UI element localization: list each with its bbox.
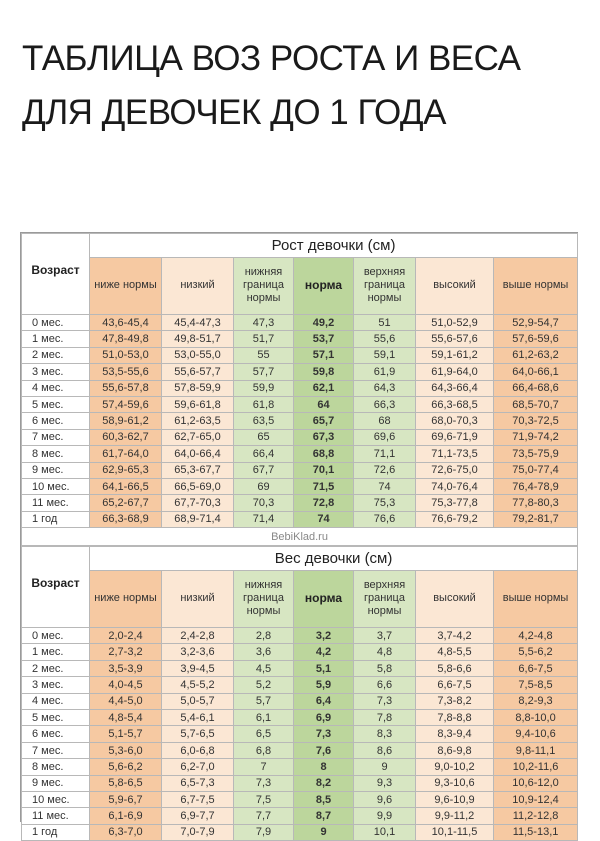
cell-below-normal: 66,3-68,9 bbox=[90, 511, 162, 527]
cell-age: 0 мес. bbox=[22, 315, 90, 331]
cell-low: 4,5-5,2 bbox=[162, 677, 234, 693]
header-above-normal: выше нормы bbox=[494, 257, 578, 314]
cell-lower-bound: 57,7 bbox=[234, 364, 294, 380]
cell-above-normal: 66,4-68,6 bbox=[494, 380, 578, 396]
cell-lower-bound: 7,9 bbox=[234, 824, 294, 840]
cell-below-normal: 57,4-59,6 bbox=[90, 396, 162, 412]
cell-low: 6,0-6,8 bbox=[162, 742, 234, 758]
cell-upper-bound: 51 bbox=[354, 315, 416, 331]
cell-lower-bound: 70,3 bbox=[234, 495, 294, 511]
header-age: Возраст bbox=[22, 547, 90, 628]
cell-high: 10,1-11,5 bbox=[416, 824, 494, 840]
cell-low: 68,9-71,4 bbox=[162, 511, 234, 527]
table-row bbox=[22, 726, 578, 742]
table-row bbox=[22, 429, 578, 445]
cell-lower-bound: 6,5 bbox=[234, 726, 294, 742]
header-high: высокий bbox=[416, 570, 494, 627]
cell-below-normal: 61,7-64,0 bbox=[90, 446, 162, 462]
cell-high: 71,1-73,5 bbox=[416, 446, 494, 462]
cell-high: 9,6-10,9 bbox=[416, 791, 494, 807]
cell-age: 1 год bbox=[22, 824, 90, 840]
cell-above-normal: 8,2-9,3 bbox=[494, 693, 578, 709]
table-caption: Рост девочки (см) bbox=[90, 234, 578, 258]
cell-low: 49,8-51,7 bbox=[162, 331, 234, 347]
cell-normal: 67,3 bbox=[294, 429, 354, 445]
cell-high: 5,8-6,6 bbox=[416, 660, 494, 676]
cell-upper-bound: 7,3 bbox=[354, 693, 416, 709]
cell-age: 7 мес. bbox=[22, 742, 90, 758]
cell-upper-bound: 71,1 bbox=[354, 446, 416, 462]
cell-age: 9 мес. bbox=[22, 775, 90, 791]
header-below-normal: ниже нормы bbox=[90, 257, 162, 314]
cell-normal: 8,7 bbox=[294, 808, 354, 824]
header-lower-bound: нижняя граница нормы bbox=[234, 257, 294, 314]
cell-lower-bound: 65 bbox=[234, 429, 294, 445]
cell-normal: 53,7 bbox=[294, 331, 354, 347]
cell-age: 3 мес. bbox=[22, 364, 90, 380]
cell-above-normal: 10,6-12,0 bbox=[494, 775, 578, 791]
weight-table bbox=[21, 546, 578, 841]
table-row bbox=[22, 775, 578, 791]
cell-lower-bound: 7,5 bbox=[234, 791, 294, 807]
cell-normal: 72,8 bbox=[294, 495, 354, 511]
cell-low: 3,9-4,5 bbox=[162, 660, 234, 676]
cell-upper-bound: 3,7 bbox=[354, 628, 416, 644]
cell-upper-bound: 72,6 bbox=[354, 462, 416, 478]
header-upper-bound: верхняя граница нормы bbox=[354, 570, 416, 627]
cell-high: 72,6-75,0 bbox=[416, 462, 494, 478]
cell-above-normal: 71,9-74,2 bbox=[494, 429, 578, 445]
cell-upper-bound: 8,3 bbox=[354, 726, 416, 742]
cell-low: 6,5-7,3 bbox=[162, 775, 234, 791]
cell-high: 64,3-66,4 bbox=[416, 380, 494, 396]
page-title: ТАБЛИЦА ВОЗ РОСТА И ВЕСА ДЛЯ ДЕВОЧЕК ДО 1 ГОДА bbox=[22, 39, 521, 132]
growth-weight-table bbox=[20, 232, 578, 839]
cell-high: 69,6-71,9 bbox=[416, 429, 494, 445]
cell-above-normal: 57,6-59,6 bbox=[494, 331, 578, 347]
header-below-normal: ниже нормы bbox=[90, 570, 162, 627]
cell-low: 5,7-6,5 bbox=[162, 726, 234, 742]
cell-age: 4 мес. bbox=[22, 380, 90, 396]
cell-below-normal: 65,2-67,7 bbox=[90, 495, 162, 511]
header-low: низкий bbox=[162, 570, 234, 627]
cell-above-normal: 10,2-11,6 bbox=[494, 759, 578, 775]
table-row bbox=[22, 791, 578, 807]
cell-lower-bound: 5,7 bbox=[234, 693, 294, 709]
cell-upper-bound: 74 bbox=[354, 478, 416, 494]
cell-low: 6,7-7,5 bbox=[162, 791, 234, 807]
cell-below-normal: 6,3-7,0 bbox=[90, 824, 162, 840]
cell-high: 8,6-9,8 bbox=[416, 742, 494, 758]
cell-age: 6 мес. bbox=[22, 413, 90, 429]
cell-high: 74,0-76,4 bbox=[416, 478, 494, 494]
table-row bbox=[22, 742, 578, 758]
cell-upper-bound: 64,3 bbox=[354, 380, 416, 396]
cell-upper-bound: 9,6 bbox=[354, 791, 416, 807]
cell-age: 5 мес. bbox=[22, 396, 90, 412]
cell-normal: 5,9 bbox=[294, 677, 354, 693]
cell-normal: 7,6 bbox=[294, 742, 354, 758]
cell-age: 2 мес. bbox=[22, 347, 90, 363]
cell-upper-bound: 9,3 bbox=[354, 775, 416, 791]
cell-below-normal: 5,9-6,7 bbox=[90, 791, 162, 807]
cell-upper-bound: 7,8 bbox=[354, 710, 416, 726]
cell-low: 59,6-61,8 bbox=[162, 396, 234, 412]
cell-below-normal: 5,8-6,5 bbox=[90, 775, 162, 791]
cell-normal: 62,1 bbox=[294, 380, 354, 396]
cell-age: 1 мес. bbox=[22, 644, 90, 660]
cell-lower-bound: 66,4 bbox=[234, 446, 294, 462]
cell-low: 65,3-67,7 bbox=[162, 462, 234, 478]
cell-age: 1 мес. bbox=[22, 331, 90, 347]
cell-normal: 65,7 bbox=[294, 413, 354, 429]
cell-upper-bound: 9 bbox=[354, 759, 416, 775]
table-row bbox=[22, 710, 578, 726]
table-caption: Вес девочки (см) bbox=[90, 547, 578, 571]
table-row bbox=[22, 315, 578, 331]
cell-age: 10 мес. bbox=[22, 791, 90, 807]
table-row bbox=[22, 364, 578, 380]
header-high: высокий bbox=[416, 257, 494, 314]
cell-above-normal: 77,8-80,3 bbox=[494, 495, 578, 511]
cell-above-normal: 11,5-13,1 bbox=[494, 824, 578, 840]
cell-upper-bound: 59,1 bbox=[354, 347, 416, 363]
table-row bbox=[22, 462, 578, 478]
cell-below-normal: 5,3-6,0 bbox=[90, 742, 162, 758]
cell-below-normal: 3,5-3,9 bbox=[90, 660, 162, 676]
cell-below-normal: 47,8-49,8 bbox=[90, 331, 162, 347]
cell-low: 66,5-69,0 bbox=[162, 478, 234, 494]
cell-normal: 6,4 bbox=[294, 693, 354, 709]
cell-low: 2,4-2,8 bbox=[162, 628, 234, 644]
cell-high: 59,1-61,2 bbox=[416, 347, 494, 363]
header-row bbox=[22, 257, 578, 314]
cell-lower-bound: 7,3 bbox=[234, 775, 294, 791]
cell-below-normal: 4,8-5,4 bbox=[90, 710, 162, 726]
cell-upper-bound: 75,3 bbox=[354, 495, 416, 511]
cell-upper-bound: 4,8 bbox=[354, 644, 416, 660]
cell-above-normal: 4,2-4,8 bbox=[494, 628, 578, 644]
cell-above-normal: 5,5-6,2 bbox=[494, 644, 578, 660]
cell-below-normal: 43,6-45,4 bbox=[90, 315, 162, 331]
header-upper-bound: верхняя граница нормы bbox=[354, 257, 416, 314]
cell-low: 64,0-66,4 bbox=[162, 446, 234, 462]
cell-low: 53,0-55,0 bbox=[162, 347, 234, 363]
cell-below-normal: 62,9-65,3 bbox=[90, 462, 162, 478]
cell-above-normal: 8,8-10,0 bbox=[494, 710, 578, 726]
cell-normal: 8,2 bbox=[294, 775, 354, 791]
header-row bbox=[22, 570, 578, 627]
cell-high: 7,8-8,8 bbox=[416, 710, 494, 726]
cell-below-normal: 55,6-57,8 bbox=[90, 380, 162, 396]
watermark: BebiKlad.ru bbox=[22, 528, 578, 546]
cell-lower-bound: 4,5 bbox=[234, 660, 294, 676]
cell-above-normal: 79,2-81,7 bbox=[494, 511, 578, 527]
cell-upper-bound: 8,6 bbox=[354, 742, 416, 758]
table-row bbox=[22, 759, 578, 775]
cell-below-normal: 60,3-62,7 bbox=[90, 429, 162, 445]
cell-lower-bound: 69 bbox=[234, 478, 294, 494]
cell-age: 4 мес. bbox=[22, 693, 90, 709]
cell-low: 6,9-7,7 bbox=[162, 808, 234, 824]
cell-low: 5,4-6,1 bbox=[162, 710, 234, 726]
table-row bbox=[22, 495, 578, 511]
header-normal: норма bbox=[294, 570, 354, 627]
cell-above-normal: 73,5-75,9 bbox=[494, 446, 578, 462]
cell-lower-bound: 63,5 bbox=[234, 413, 294, 429]
cell-upper-bound: 61,9 bbox=[354, 364, 416, 380]
cell-age: 9 мес. bbox=[22, 462, 90, 478]
cell-above-normal: 52,9-54,7 bbox=[494, 315, 578, 331]
cell-low: 5,0-5,7 bbox=[162, 693, 234, 709]
cell-low: 62,7-65,0 bbox=[162, 429, 234, 445]
cell-below-normal: 53,5-55,6 bbox=[90, 364, 162, 380]
cell-normal: 9 bbox=[294, 824, 354, 840]
table-row bbox=[22, 478, 578, 494]
cell-lower-bound: 59,9 bbox=[234, 380, 294, 396]
cell-normal: 71,5 bbox=[294, 478, 354, 494]
cell-lower-bound: 51,7 bbox=[234, 331, 294, 347]
cell-low: 67,7-70,3 bbox=[162, 495, 234, 511]
cell-high: 68,0-70,3 bbox=[416, 413, 494, 429]
cell-high: 8,3-9,4 bbox=[416, 726, 494, 742]
cell-high: 61,9-64,0 bbox=[416, 364, 494, 380]
cell-low: 7,0-7,9 bbox=[162, 824, 234, 840]
cell-above-normal: 6,6-7,5 bbox=[494, 660, 578, 676]
cell-age: 3 мес. bbox=[22, 677, 90, 693]
cell-normal: 49,2 bbox=[294, 315, 354, 331]
cell-upper-bound: 10,1 bbox=[354, 824, 416, 840]
cell-low: 61,2-63,5 bbox=[162, 413, 234, 429]
cell-high: 9,3-10,6 bbox=[416, 775, 494, 791]
table-row bbox=[22, 396, 578, 412]
cell-below-normal: 6,1-6,9 bbox=[90, 808, 162, 824]
cell-age: 1 год bbox=[22, 511, 90, 527]
cell-age: 10 мес. bbox=[22, 478, 90, 494]
cell-normal: 6,9 bbox=[294, 710, 354, 726]
cell-normal: 4,2 bbox=[294, 644, 354, 660]
cell-age: 11 мес. bbox=[22, 495, 90, 511]
cell-normal: 5,1 bbox=[294, 660, 354, 676]
table-row bbox=[22, 446, 578, 462]
cell-below-normal: 5,1-5,7 bbox=[90, 726, 162, 742]
cell-normal: 74 bbox=[294, 511, 354, 527]
cell-above-normal: 76,4-78,9 bbox=[494, 478, 578, 494]
cell-lower-bound: 6,8 bbox=[234, 742, 294, 758]
cell-above-normal: 9,8-11,1 bbox=[494, 742, 578, 758]
watermark-row bbox=[22, 528, 578, 546]
header-normal: норма bbox=[294, 257, 354, 314]
cell-low: 3,2-3,6 bbox=[162, 644, 234, 660]
cell-high: 66,3-68,5 bbox=[416, 396, 494, 412]
cell-age: 8 мес. bbox=[22, 446, 90, 462]
cell-lower-bound: 55 bbox=[234, 347, 294, 363]
table-row bbox=[22, 644, 578, 660]
cell-below-normal: 2,0-2,4 bbox=[90, 628, 162, 644]
cell-low: 6,2-7,0 bbox=[162, 759, 234, 775]
cell-lower-bound: 7 bbox=[234, 759, 294, 775]
cell-age: 5 мес. bbox=[22, 710, 90, 726]
cell-above-normal: 70,3-72,5 bbox=[494, 413, 578, 429]
table-row bbox=[22, 413, 578, 429]
cell-high: 3,7-4,2 bbox=[416, 628, 494, 644]
cell-high: 76,6-79,2 bbox=[416, 511, 494, 527]
cell-age: 0 мес. bbox=[22, 628, 90, 644]
cell-lower-bound: 5,2 bbox=[234, 677, 294, 693]
cell-high: 51,0-52,9 bbox=[416, 315, 494, 331]
cell-above-normal: 11,2-12,8 bbox=[494, 808, 578, 824]
cell-low: 57,8-59,9 bbox=[162, 380, 234, 396]
cell-low: 55,6-57,7 bbox=[162, 364, 234, 380]
cell-age: 8 мес. bbox=[22, 759, 90, 775]
caption-row bbox=[22, 234, 578, 258]
cell-upper-bound: 9,9 bbox=[354, 808, 416, 824]
cell-high: 7,3-8,2 bbox=[416, 693, 494, 709]
table-row bbox=[22, 331, 578, 347]
cell-normal: 59,8 bbox=[294, 364, 354, 380]
cell-age: 6 мес. bbox=[22, 726, 90, 742]
cell-above-normal: 10,9-12,4 bbox=[494, 791, 578, 807]
cell-high: 75,3-77,8 bbox=[416, 495, 494, 511]
cell-high: 4,8-5,5 bbox=[416, 644, 494, 660]
cell-below-normal: 2,7-3,2 bbox=[90, 644, 162, 660]
cell-high: 55,6-57,6 bbox=[416, 331, 494, 347]
cell-normal: 7,3 bbox=[294, 726, 354, 742]
header-low: низкий bbox=[162, 257, 234, 314]
cell-lower-bound: 6,1 bbox=[234, 710, 294, 726]
cell-lower-bound: 67,7 bbox=[234, 462, 294, 478]
cell-upper-bound: 66,3 bbox=[354, 396, 416, 412]
cell-high: 6,6-7,5 bbox=[416, 677, 494, 693]
cell-below-normal: 51,0-53,0 bbox=[90, 347, 162, 363]
cell-below-normal: 4,0-4,5 bbox=[90, 677, 162, 693]
cell-upper-bound: 55,6 bbox=[354, 331, 416, 347]
cell-above-normal: 68,5-70,7 bbox=[494, 396, 578, 412]
cell-normal: 8 bbox=[294, 759, 354, 775]
cell-normal: 8,5 bbox=[294, 791, 354, 807]
table-row bbox=[22, 693, 578, 709]
table-row bbox=[22, 511, 578, 527]
cell-upper-bound: 76,6 bbox=[354, 511, 416, 527]
cell-above-normal: 9,4-10,6 bbox=[494, 726, 578, 742]
cell-lower-bound: 2,8 bbox=[234, 628, 294, 644]
caption-row bbox=[22, 547, 578, 571]
cell-upper-bound: 6,6 bbox=[354, 677, 416, 693]
cell-normal: 57,1 bbox=[294, 347, 354, 363]
table-row bbox=[22, 628, 578, 644]
height-table bbox=[21, 233, 578, 546]
header-lower-bound: нижняя граница нормы bbox=[234, 570, 294, 627]
cell-lower-bound: 3,6 bbox=[234, 644, 294, 660]
cell-above-normal: 61,2-63,2 bbox=[494, 347, 578, 363]
table-row bbox=[22, 347, 578, 363]
header-age: Возраст bbox=[22, 234, 90, 315]
cell-below-normal: 58,9-61,2 bbox=[90, 413, 162, 429]
cell-lower-bound: 47,3 bbox=[234, 315, 294, 331]
cell-above-normal: 75,0-77,4 bbox=[494, 462, 578, 478]
cell-above-normal: 64,0-66,1 bbox=[494, 364, 578, 380]
cell-normal: 3,2 bbox=[294, 628, 354, 644]
cell-age: 7 мес. bbox=[22, 429, 90, 445]
cell-lower-bound: 71,4 bbox=[234, 511, 294, 527]
table-row bbox=[22, 808, 578, 824]
cell-below-normal: 4,4-5,0 bbox=[90, 693, 162, 709]
cell-low: 45,4-47,3 bbox=[162, 315, 234, 331]
table-row bbox=[22, 677, 578, 693]
cell-upper-bound: 69,6 bbox=[354, 429, 416, 445]
cell-normal: 70,1 bbox=[294, 462, 354, 478]
cell-below-normal: 5,6-6,2 bbox=[90, 759, 162, 775]
cell-lower-bound: 61,8 bbox=[234, 396, 294, 412]
table-row bbox=[22, 824, 578, 840]
cell-below-normal: 64,1-66,5 bbox=[90, 478, 162, 494]
cell-high: 9,9-11,2 bbox=[416, 808, 494, 824]
table-row bbox=[22, 660, 578, 676]
cell-normal: 68,8 bbox=[294, 446, 354, 462]
table-row bbox=[22, 380, 578, 396]
cell-age: 11 мес. bbox=[22, 808, 90, 824]
cell-upper-bound: 5,8 bbox=[354, 660, 416, 676]
cell-lower-bound: 7,7 bbox=[234, 808, 294, 824]
cell-above-normal: 7,5-8,5 bbox=[494, 677, 578, 693]
cell-age: 2 мес. bbox=[22, 660, 90, 676]
cell-normal: 64 bbox=[294, 396, 354, 412]
header-above-normal: выше нормы bbox=[494, 570, 578, 627]
cell-upper-bound: 68 bbox=[354, 413, 416, 429]
cell-high: 9,0-10,2 bbox=[416, 759, 494, 775]
